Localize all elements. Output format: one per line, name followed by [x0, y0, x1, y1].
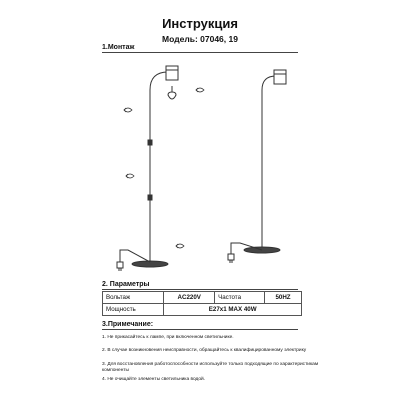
power-plug-icon	[228, 254, 234, 260]
voltage-label: Вольтаж	[103, 292, 164, 304]
table-row	[103, 292, 302, 304]
model-number: Модель: 07046, 19	[162, 34, 238, 44]
exploded-lamp-illustration	[117, 66, 178, 271]
table-row	[103, 304, 302, 316]
pole-joint-lower	[148, 195, 152, 200]
note-item: 2. В случае возникновения неисправности, обращайтесь к квалифицированному электрику	[102, 348, 307, 353]
lamp-shade-assembled	[274, 70, 286, 84]
section-notes-rule	[102, 329, 298, 330]
power-cord	[120, 250, 150, 262]
pole-joint-upper	[148, 140, 152, 145]
section-mount-heading: 1.Монтаж	[102, 44, 135, 51]
section-params-rule	[102, 289, 298, 290]
lamp-shade	[166, 66, 178, 80]
section-notes-heading: 3.Примечание:	[102, 321, 154, 328]
rotate-arrow-icon	[124, 108, 132, 112]
page-title: Инструкция	[162, 16, 238, 31]
assembled-lamp-illustration	[228, 70, 286, 263]
rotate-arrow-icon	[196, 88, 204, 92]
frequency-label: Частота	[215, 292, 265, 304]
rotate-arrow-icon	[176, 244, 184, 248]
voltage-value: AC220V	[164, 292, 215, 304]
rotate-arrow-icon	[126, 174, 134, 178]
power-plug-icon	[117, 262, 123, 268]
pole-arm	[150, 72, 168, 90]
note-item: 3. Для восстановления работоспособности используйте только подходящие по характеристикам компоненты	[102, 362, 319, 373]
note-item: 4. Не очищайте элементы светильника водой.	[102, 377, 206, 382]
note-item: 1. Не прикасайтесь к лампе, при включенном светильнике.	[102, 335, 234, 340]
parameters-table	[102, 291, 302, 316]
frequency-value: 50HZ	[265, 292, 302, 304]
power-label: Мощность	[103, 304, 164, 316]
power-value: E27x1 MAX 40W	[164, 304, 302, 316]
light-bulb-icon	[168, 86, 176, 99]
section-params-heading: 2. Параметры	[102, 281, 150, 288]
